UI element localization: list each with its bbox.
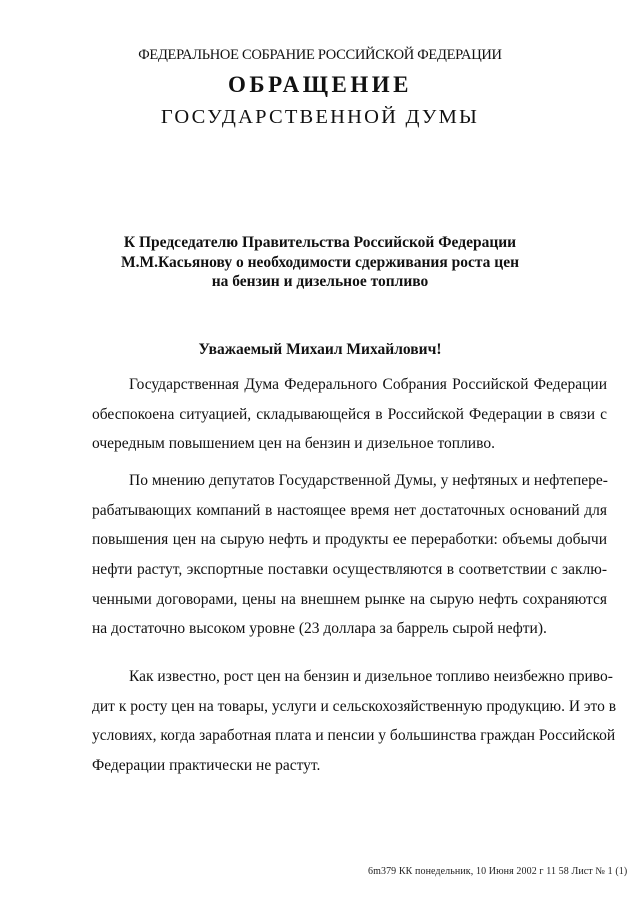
paragraph-line: Как известно, рост цен на бензин и дизельное топливо неизбежно приво-: [129, 668, 613, 685]
paragraph-line: Федерации практически не растут.: [92, 757, 321, 775]
paragraph-line: обеспокоена ситуацией, складывающейся в Российской Федерации в связи с: [92, 405, 607, 423]
addressee-line: на бензин и дизельное топливо: [211, 273, 429, 290]
paragraph-line: По мнению депутатов Государственной Думы, у нефтяных и нефтепере-: [129, 472, 608, 489]
paragraph-1: [92, 370, 607, 459]
addressee-line: К Председателю Правительства Российской Федерации: [123, 234, 517, 251]
paragraph-2: [92, 466, 607, 644]
addressee-line: М.М.Касьянову о необходимости сдерживания роста цен: [120, 253, 520, 271]
addressee-block: [0, 233, 640, 292]
paragraph-line: условиях, когда заработная плата и пенсии у большинства граждан Российской: [92, 727, 616, 745]
paragraph-line: повышения цен на сырую нефть и продукты ее переработки: объемы добычи: [92, 531, 607, 549]
organization-header: ФЕДЕРАЛЬНОЕ СОБРАНИЕ РОССИЙСКОЙ ФЕДЕРАЦИИ: [138, 47, 502, 63]
paragraph-line: рабатывающих компаний в настоящее время нет достаточных оснований для: [92, 501, 607, 519]
paragraph-line: ченными договорами, цены на внешнем рынке на сырую нефть сохраняются: [92, 590, 607, 608]
document-type-title: ОБРАЩЕНИЕ: [227, 72, 413, 97]
paragraph-line: очередным повышением цен на бензин и дизельное топливо.: [92, 435, 495, 453]
paragraph-line: нефти растут, экспортные поставки осуществляются в соответствии с заклю-: [92, 561, 607, 579]
paragraph-3: [92, 662, 617, 781]
page-footer: 6m379 КК понедельник, 10 Июня 2002 г 11 58 Лист № 1 (1): [368, 866, 628, 877]
paragraph-line: Государственная Дума Федерального Собрания Российской Федерации: [129, 376, 607, 393]
salutation: Уважаемый Михаил Михайлович!: [198, 341, 442, 358]
paragraph-line: на достаточно высоком уровне (23 доллара за баррель сырой нефти).: [92, 620, 547, 638]
paragraph-line: дит к росту цен на товары, услуги и сельскохозяйственную продукцию. И это в: [92, 697, 617, 715]
issuer-title: ГОСУДАРСТВЕННОЙ ДУМЫ: [160, 106, 480, 128]
